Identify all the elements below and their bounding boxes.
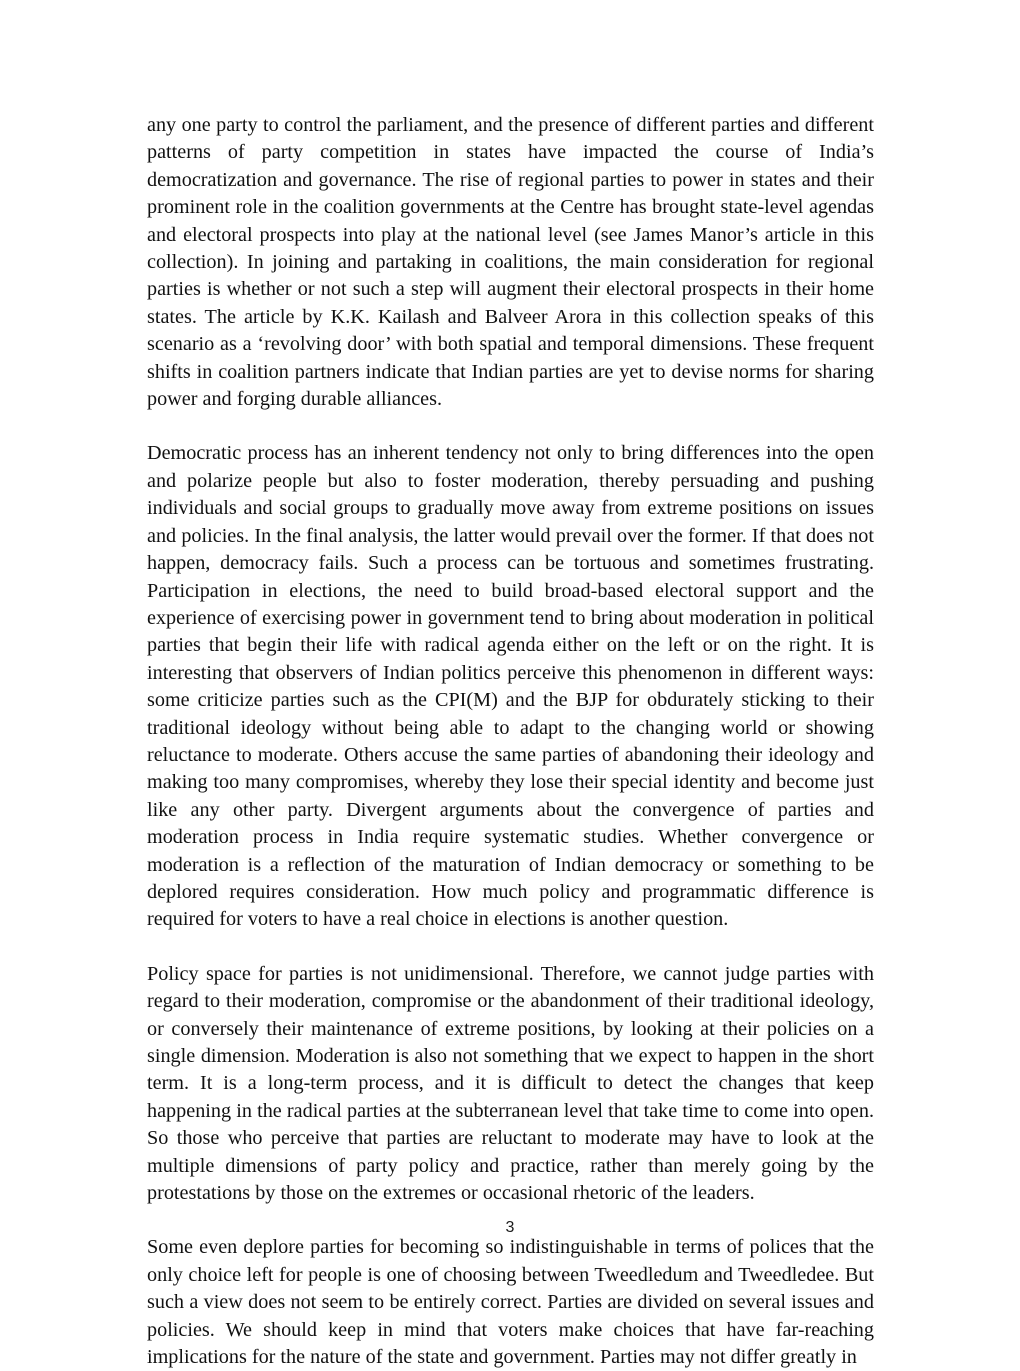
page-number: 3 — [505, 1219, 515, 1236]
paragraph-2: Democratic process has an inherent tendency not only to bring differences into the open and polarize people but also to foster moderation, thereby persuading and pushing individuals and social groups to gradually move away from extreme positions on issues and policies. In the final analysis, the latter would prevail over the former. If that does not happen, democracy fails. Such a process can be tortuous and sometimes frustrating. Participation in elections, the need to build broad-based electoral support and the experience of exercising power in government tend to bring about moderation in political parties that begin their life with radical agenda either on the left or on the right. It is interesting that observers of Indian politics perceive this phenomenon in different ways: some criticize parties such as the CPI(M) and the BJP for obdurately sticking to their traditional ideology without being able to adapt to the changing world or showing reluctance to moderate. Others accuse the same parties of abandoning their ideology and making too many compromises, whereby they lose their special identity and become just like any other party. Divergent arguments about the convergence of parties and moderation process in India require systematic studies. Whether convergence or moderation is a reflection of the maturation of Indian democracy or something to be deplored requires consideration. How much policy and programmatic difference is required for voters to have a real choice in elections is another question. — [147, 442, 874, 931]
paragraph-4: Some even deplore parties for becoming so indistinguishable in terms of polices that the only choice left for people is one of choosing between Tweedledum and Tweedledee. But such a view does not seem to be entirely correct. Parties are divided on several issues and policies. We should keep in mind that voters make choices that have far-reaching implications for the nature of the state and government. Parties may not differ greatly in — [147, 1236, 874, 1369]
paragraph-3: Policy space for parties is not unidimensional. Therefore, we cannot judge parties with regard to their moderation, compromise or the abandonment of their traditional ideology, or conversely their maintenance of extreme positions, by looking at their policies on a single dimension. Moderation is also not something that we expect to happen in the short term. It is a long-term process, and it is difficult to detect the changes that keep happening in the radical parties at the subterranean level that take time to come into open. So those who perceive that parties are reluctant to moderate may have to look at the multiple dimensions of party policy and practice, rather than merely going by the protestations by those on the extremes or occasional rhetoric of the leaders. — [147, 962, 874, 1205]
body-text-column — [147, 112, 874, 1371]
paragraph-1: any one party to control the parliament, and the presence of different parties and different patterns of party competition in states have impacted the course of India’s democratization and governance. The rise of regional parties to power in states and their prominent role in the coalition governments at the Centre has brought state-level agendas and electoral prospects into play at the national level (see James Manor’s article in this collection). In joining and partaking in coalitions, the main consideration for regional parties is whether or not such a step will augment their electoral prospects in their home states. The article by K.K. Kailash and Balveer Arora in this collection speaks of this scenario as a ‘revolving door’ with both spatial and temporal dimensions. These frequent shifts in coalition partners indicate that Indian parties are yet to devise norms for sharing power and forging durable alliances. — [147, 114, 874, 411]
